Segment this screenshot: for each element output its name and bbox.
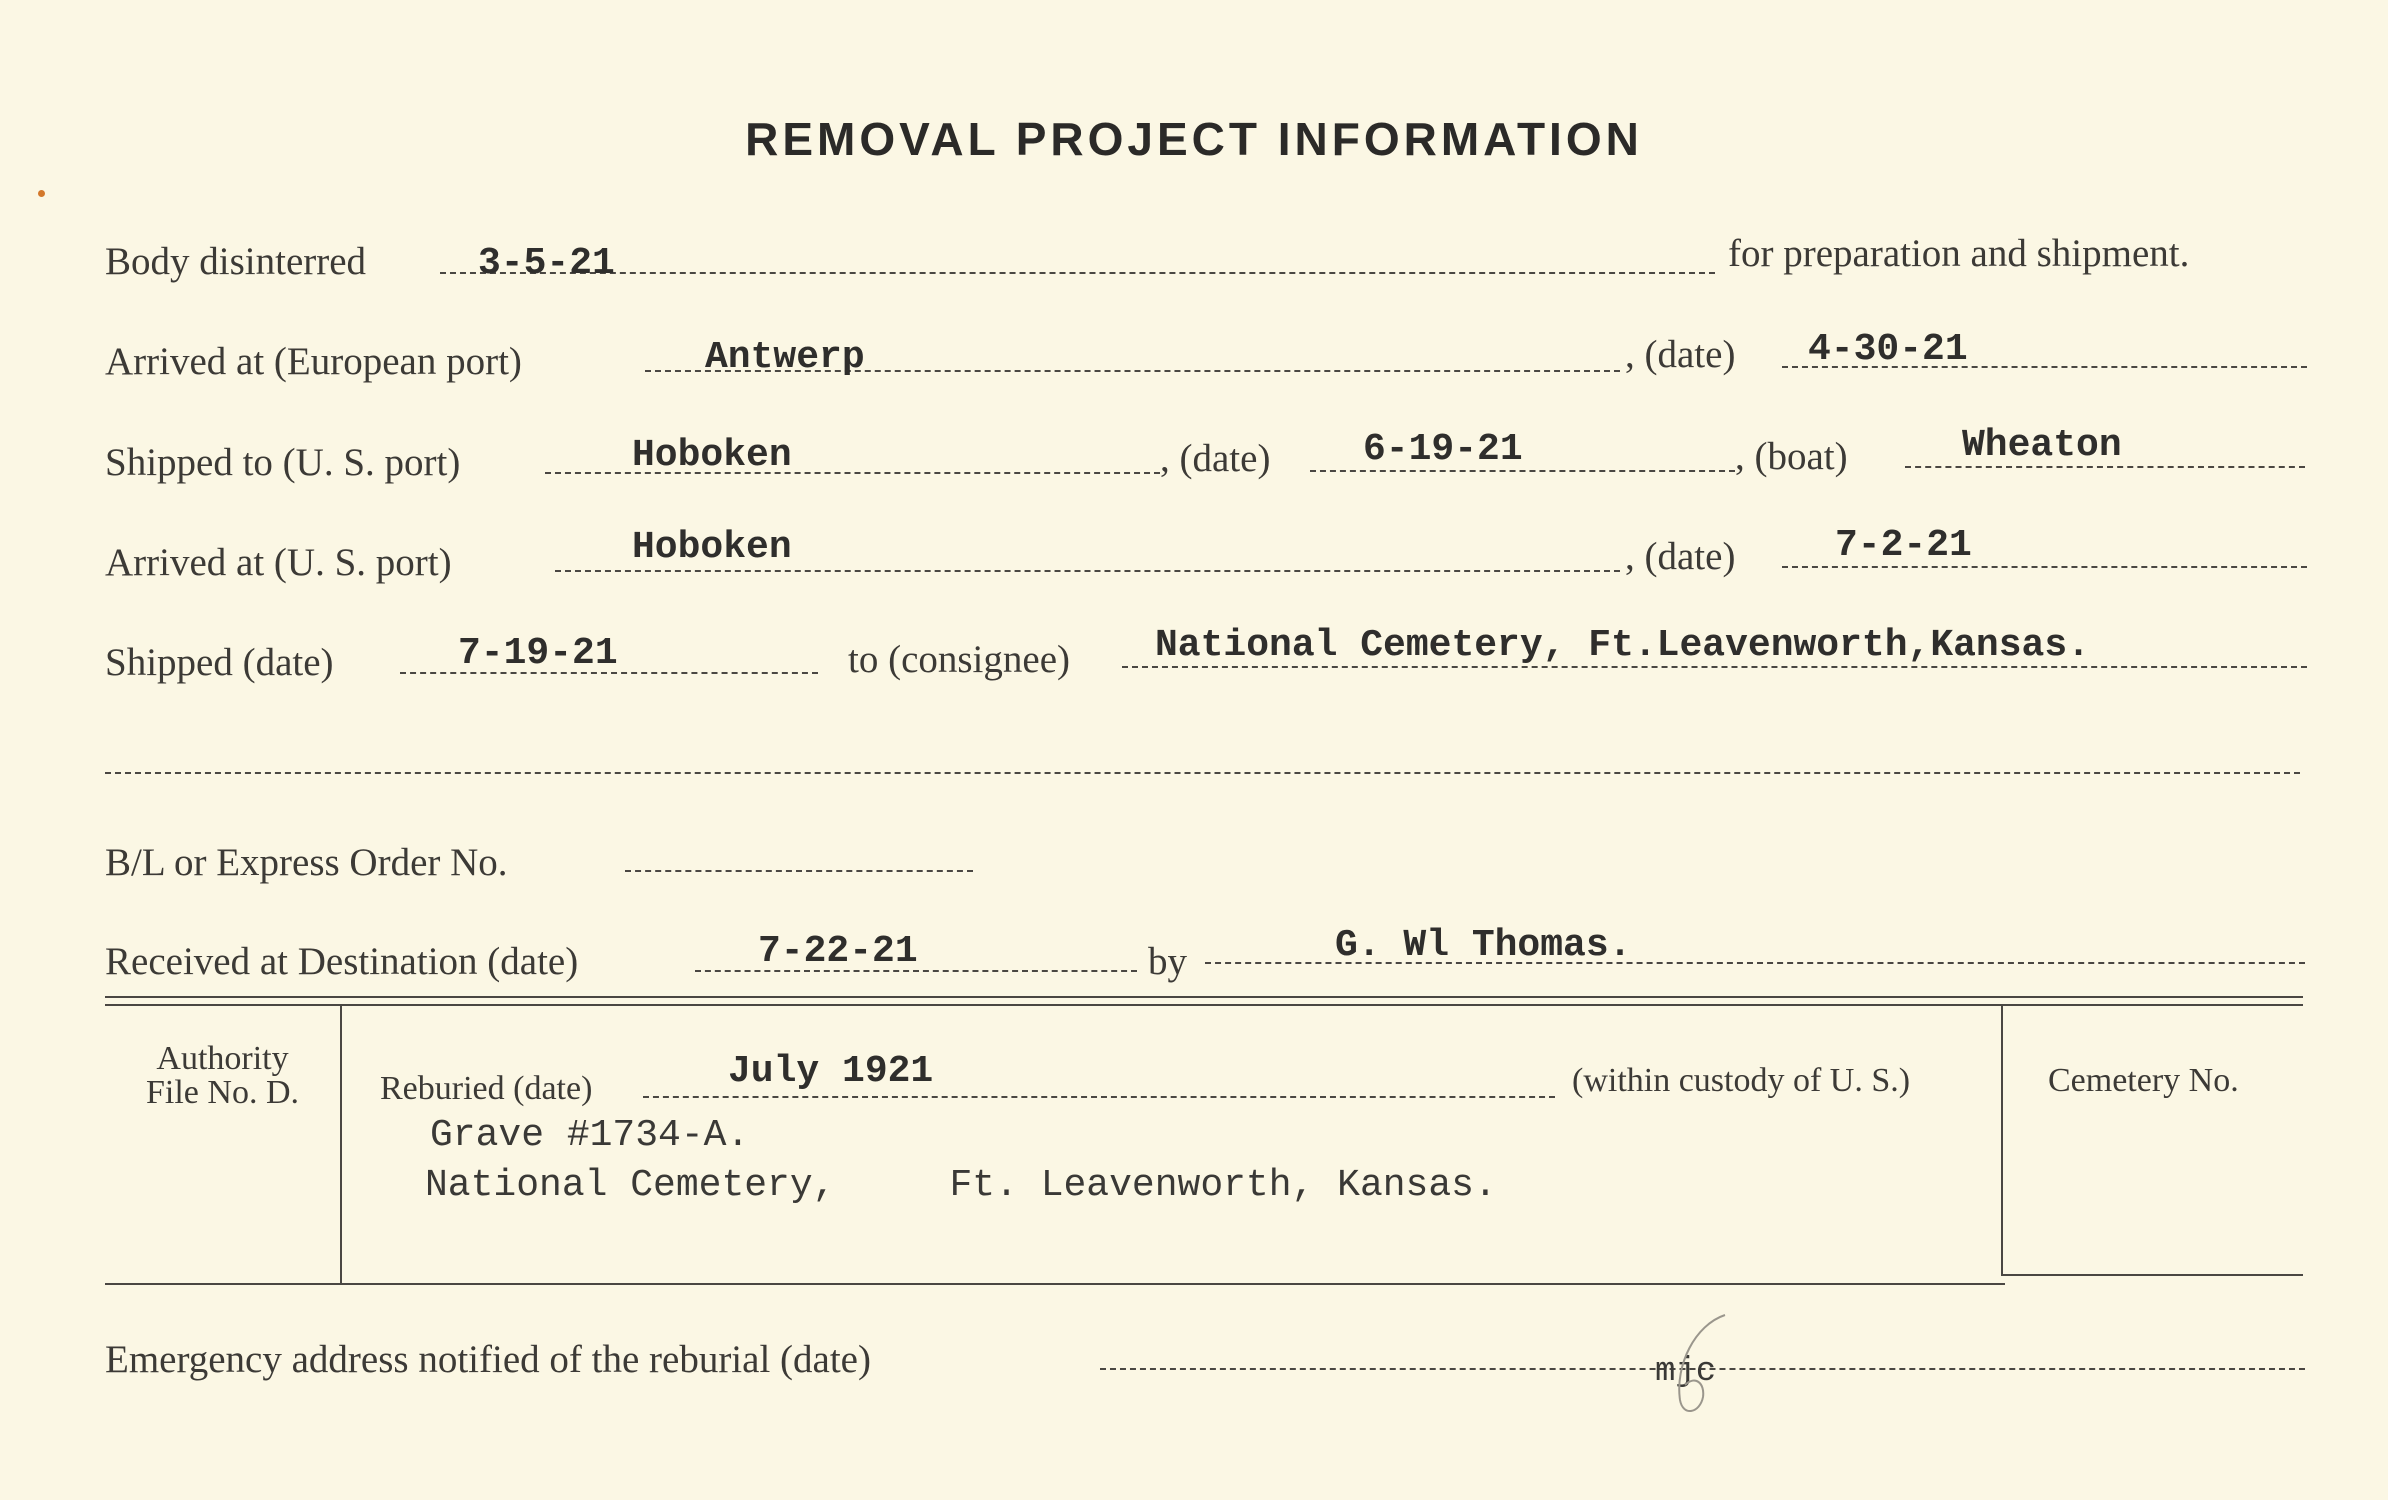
- arrived-europe-label: Arrived at (European port): [105, 340, 522, 383]
- arrived-us-label: Arrived at (U. S. port): [105, 541, 452, 584]
- arrived-europe-date-label: , (date): [1625, 333, 1736, 376]
- received-label: Received at Destination (date): [105, 940, 579, 983]
- shipped-label: Shipped (date): [105, 641, 334, 684]
- box-left-divider: [340, 1006, 342, 1284]
- burial-location: National Cemetery, Ft. Leavenworth, Kansas.: [425, 1164, 1497, 1207]
- emergency-initials: mjc: [1655, 1353, 1717, 1391]
- reburied-label: Reburied (date): [380, 1070, 593, 1107]
- bl-line: [625, 870, 973, 872]
- arrived-europe-port: Antwerp: [705, 336, 865, 379]
- shipped-date: 7-19-21: [458, 632, 618, 675]
- cemetery-no-label: Cemetery No.: [2048, 1062, 2239, 1099]
- arrived-us-date-label: , (date): [1625, 535, 1736, 578]
- box-bottom-rule-right: [2001, 1274, 2303, 1276]
- card-title: REMOVAL PROJECT INFORMATION: [745, 113, 1643, 165]
- emergency-label: Emergency address notified of the reburial (date): [105, 1338, 871, 1381]
- disinterred-value: 3-5-21: [478, 242, 615, 285]
- disinterred-label: Body disinterred: [105, 240, 367, 283]
- authority-label-line2: File No. D.: [146, 1074, 299, 1111]
- received-date: 7-22-21: [758, 930, 918, 973]
- disinterred-line: [440, 272, 1715, 274]
- box-right-divider: [2001, 1006, 2003, 1276]
- reburied-line: [643, 1096, 1555, 1098]
- arrived-us-date: 7-2-21: [1835, 524, 1972, 567]
- authority-label-line1: Authority: [156, 1040, 289, 1077]
- blank-line: [105, 772, 2300, 774]
- box-top-rule-2: [105, 1004, 2303, 1006]
- boat-value: Wheaton: [1962, 424, 2122, 467]
- disinterred-suffix: for preparation and shipment.: [1728, 232, 2190, 275]
- grave-number: Grave #1734-A.: [430, 1114, 750, 1157]
- custody-label: (within custody of U. S.): [1572, 1062, 1911, 1099]
- boat-label: , (boat): [1735, 435, 1848, 478]
- arrived-europe-date: 4-30-21: [1808, 328, 1968, 371]
- reburied-value: July 1921: [728, 1050, 934, 1093]
- arrived-us-port: Hoboken: [632, 526, 792, 569]
- shipped-us-date-label: , (date): [1160, 437, 1271, 480]
- received-by-label: by: [1148, 940, 1187, 983]
- bl-label: B/L or Express Order No.: [105, 841, 508, 884]
- shipped-us-port: Hoboken: [632, 434, 792, 477]
- pencil-scribble: [1655, 1305, 1745, 1425]
- shipped-us-date: 6-19-21: [1363, 428, 1523, 471]
- box-bottom-rule: [105, 1283, 2005, 1285]
- arrived-us-line: [555, 570, 1620, 572]
- received-by: G. Wl Thomas.: [1335, 924, 1632, 967]
- box-top-rule: [105, 996, 2303, 998]
- ink-spot: [38, 190, 45, 197]
- consignee-label: to (consignee): [848, 638, 1071, 681]
- shipped-us-label: Shipped to (U. S. port): [105, 441, 461, 484]
- consignee-value: National Cemetery, Ft.Leavenworth,Kansas.: [1155, 624, 2090, 667]
